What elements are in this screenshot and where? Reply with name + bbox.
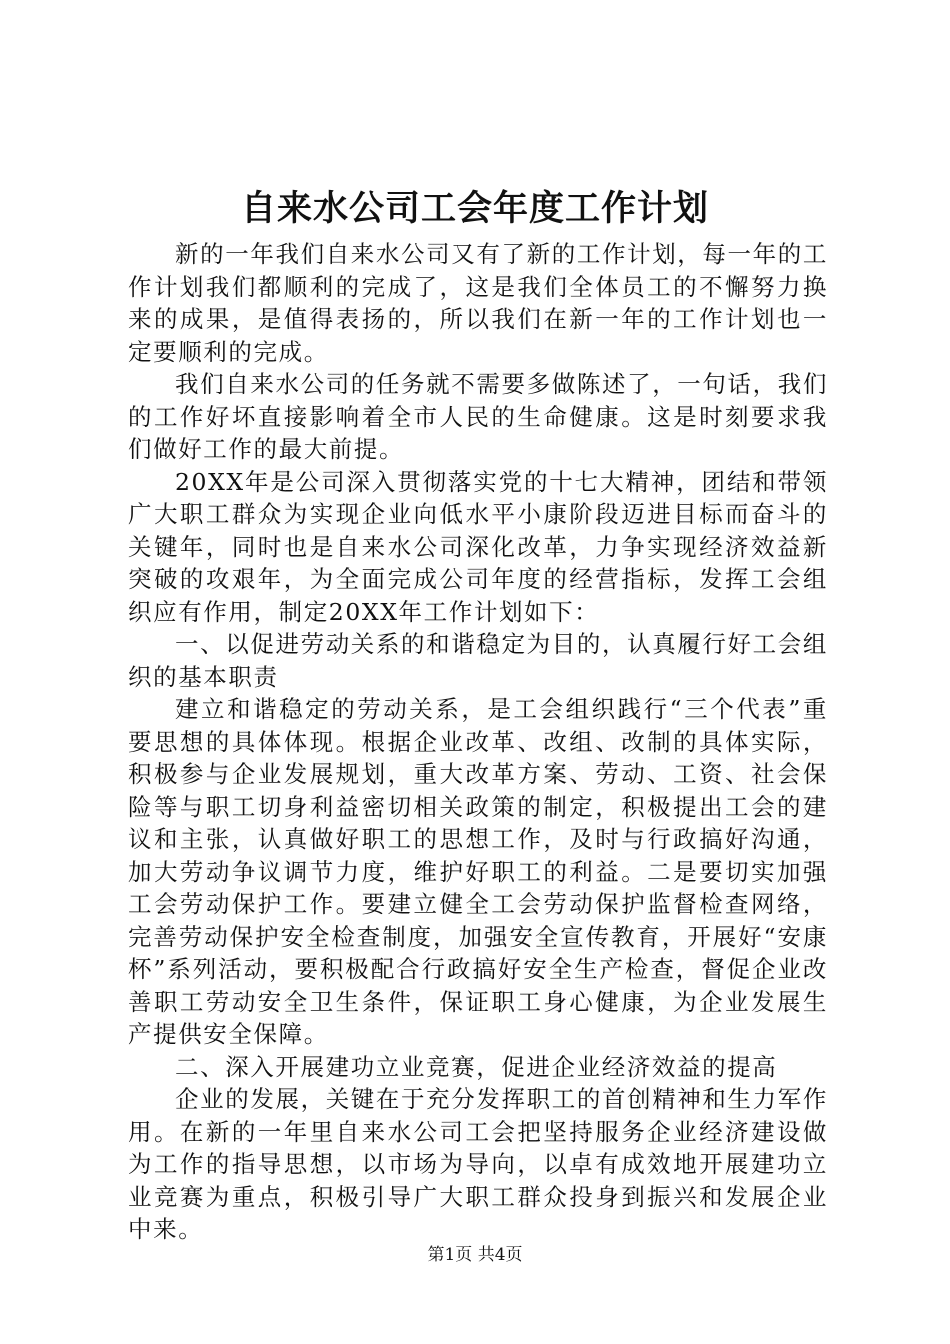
section-heading: 二、深入开展建功立业竞赛，促进企业经济效益的提高 bbox=[175, 1052, 778, 1081]
paragraph: 新的一年我们自来水公司又有了新的工作计划，每一年的工作计划我们都顺利的完成了，这是我们全体员工的不懈努力换来的成果，是值得表扬的，所以我们在新一年的工作计划也一定要顺利的完成。 bbox=[128, 240, 828, 366]
paragraph: 我们自来水公司的任务就不需要多做陈述了，一句话，我们的工作好坏直接影响着全市人民的生命健康。这是时刻要求我们做好工作的最大前提。 bbox=[128, 370, 828, 463]
document-body bbox=[128, 238, 828, 1246]
page-number-footer: 第1页 共4页 bbox=[427, 1245, 523, 1265]
section-heading: 一、以促进劳动关系的和谐稳定为目的，认真履行好工会组织的基本职责 bbox=[128, 630, 828, 691]
document-title: 自来水公司工会年度工作计划 bbox=[240, 188, 709, 229]
paragraph: 建立和谐稳定的劳动关系，是工会组织践行“三个代表”重要思想的具体体现。根据企业改革、改组、改制的具体实际，积极参与企业发展规划，重大改革方案、劳动、工资、社会保险等与职工切身利益密切相关政策的制定，积极提出工会的建议和主张，认真做好职工的思想工作，及时与行政搞好沟通，加大劳动争议调节力度，维护好职工的利益。二是要切实加强工会劳动保护工作。要建立健全工会劳动保护监督检查网络，完善劳动保护安全检查制度，加强安全宣传教育，开展好“安康杯”系列活动，要积极配合行政搞好安全生产检查，督促企业改善职工劳动安全卫生条件，保证职工身心健康，为企业发展生产提供安全保障。 bbox=[128, 695, 828, 1048]
paragraph: 20XX年是公司深入贯彻落实党的十七大精神，团结和带领广大职工群众为实现企业向低水平小康阶段迈进目标而奋斗的关键年，同时也是自来水公司深化改革，力争实现经济效益新突破的攻艰年，为全面完成公司年度的经营指标，发挥工会组织应有作用，制定20XX年工作计划如下： bbox=[128, 467, 828, 626]
paragraph: 企业的发展，关键在于充分发挥职工的首创精神和生力军作用。在新的一年里自来水公司工会把坚持服务企业经济建设做为工作的指导思想，以市场为导向，以卓有成效地开展建功立业竞赛为重点，积极引导广大职工群众投身到振兴和发展企业中来。 bbox=[128, 1085, 828, 1243]
